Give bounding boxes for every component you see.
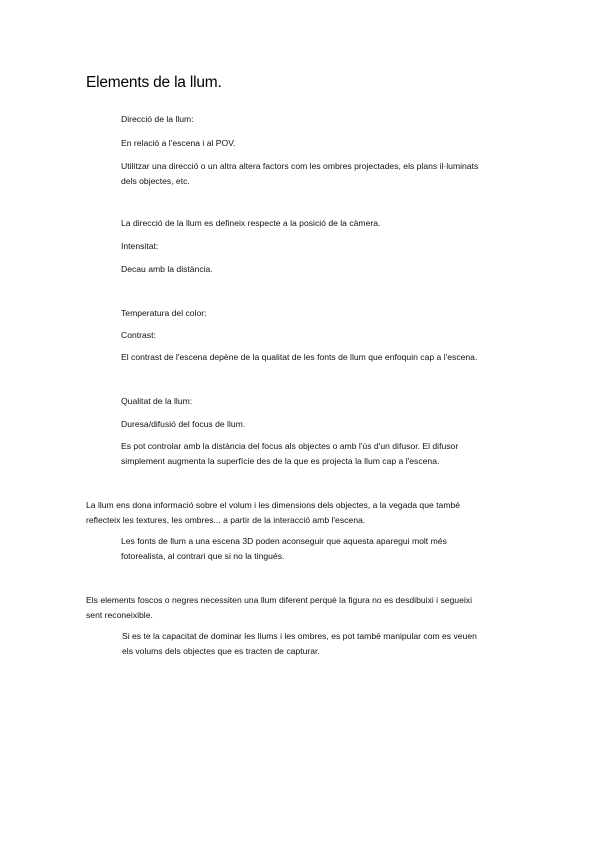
paragraph-text: simplement augmenta la superfície des de la que es projecta la llum cap a l'escena. — [121, 456, 440, 466]
heading-temperatura: Temperatura del color: — [121, 308, 207, 318]
paragraph-text: dels objectes, etc. — [121, 176, 190, 186]
paragraph-text: fotorealista, al contrari que si no la tingués. — [121, 551, 285, 561]
paragraph-text: Es pot controlar amb la distància del focus als objectes o amb l'ús d'un difusor. El difusor — [121, 441, 459, 451]
paragraph-text: Decau amb la distància. — [121, 264, 213, 274]
paragraph-text: En relació a l'escena i al POV. — [121, 138, 236, 148]
paragraph-text: La llum ens dona informació sobre el volum i les dimensions dels objectes, a la vegada que també — [86, 500, 461, 510]
paragraph-text: els volums dels objectes que es tracten de capturar. — [122, 646, 320, 656]
paragraph-text: reflecteix les textures, les ombres... a partir de la interacció amb l'escena. — [86, 515, 366, 525]
paragraph-text: Duresa/difusió del focus de llum. — [121, 419, 246, 429]
paragraph-text: El contrast de l'escena depène de la qualitat de les fonts de llum que enfoquin cap a l'escena. — [121, 352, 478, 362]
paragraph-text: La direcció de la llum es defineix respecte a la posició de la càmera. — [121, 218, 381, 228]
heading-contrast: Contrast: — [121, 330, 156, 340]
paragraph-text: sent reconeixible. — [86, 610, 153, 620]
heading-intensitat: Intensitat: — [121, 241, 159, 251]
paragraph-text: Si es te la capacitat de dominar les llums i les ombres, es pot també manipular com es veuen — [122, 631, 477, 641]
paragraph-text: Les fonts de llum a una escena 3D poden aconseguir que aquesta aparegui molt més — [121, 536, 447, 546]
heading-direccio: Direcció de la llum: — [121, 114, 194, 124]
document-title: Elements de la llum. — [86, 74, 222, 91]
paragraph-text: Els elements foscos o negres necessiten una llum diferent perquè la figura no es desdibuixi i segueixi — [86, 595, 472, 605]
heading-qualitat: Qualitat de la llum: — [121, 396, 193, 406]
paragraph-text: Utilitzar una direcció o un altra altera factors com les ombres projectades, els plans il·luminats — [121, 161, 479, 171]
